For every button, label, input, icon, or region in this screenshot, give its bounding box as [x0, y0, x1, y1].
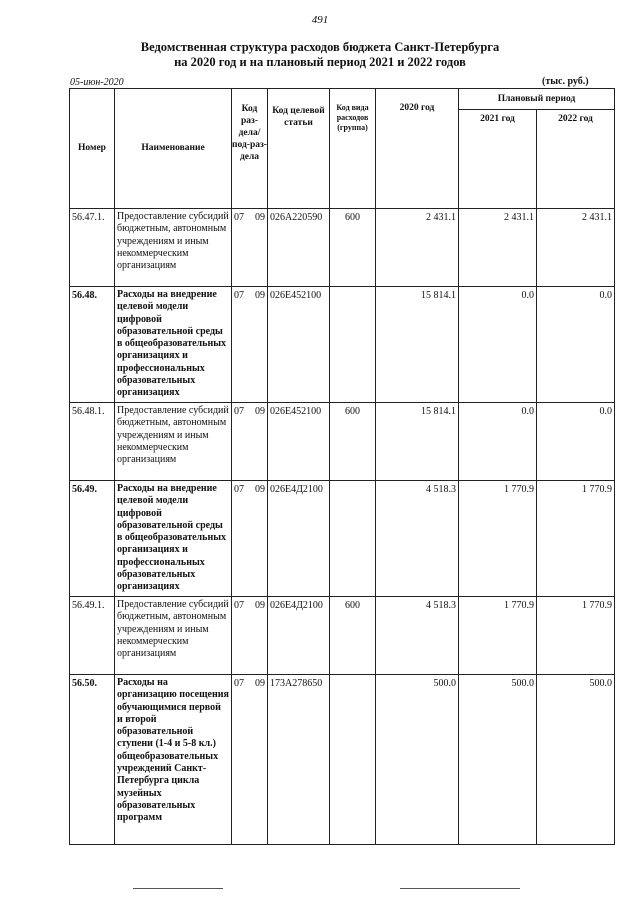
document-title [0, 40, 640, 70]
row-number: 56.48. [70, 287, 115, 403]
row-2022: 2 431.1 [537, 209, 615, 287]
header-number: Номер [70, 89, 115, 209]
row-target: 026Е452100 [268, 403, 330, 481]
page-number: 491 [311, 14, 329, 26]
units-label: (тыс. руб.) [542, 76, 589, 87]
row-podrazdel: 09 [255, 212, 265, 223]
row-name: Расходы на внедрение целевой модели цифровой образовательной среды в общеобразовательных организациях и профессиональных образовательных организациях [115, 481, 232, 597]
row-2020: 4 518.3 [376, 481, 459, 597]
header-target: Код целевой статьи [268, 89, 330, 209]
row-podrazdel: 09 [255, 290, 265, 301]
row-number: 56.49. [70, 481, 115, 597]
row-2022: 0.0 [537, 403, 615, 481]
row-razdel-cell [232, 209, 268, 287]
row-2020: 500.0 [376, 675, 459, 845]
row-number: 56.49.1. [70, 597, 115, 675]
row-2022: 500.0 [537, 675, 615, 845]
row-podrazdel: 09 [255, 484, 265, 495]
row-number: 56.50. [70, 675, 115, 845]
row-razdel: 07 [234, 600, 244, 611]
table-row [70, 597, 615, 675]
header-year-2022: 2022 год [537, 110, 615, 209]
title-line-1: Ведомственная структура расходов бюджета Санкт-Петербурга [140, 40, 500, 54]
row-2020: 2 431.1 [376, 209, 459, 287]
row-number: 56.47.1. [70, 209, 115, 287]
header-name: Наименование [115, 89, 232, 209]
row-vid: 600 [330, 209, 376, 287]
row-razdel: 07 [234, 678, 244, 689]
row-2020: 4 518.3 [376, 597, 459, 675]
row-name: Предоставление субсидий бюджетным, автономным учреждениям и иным некоммерческим организациям [115, 209, 232, 287]
row-podrazdel: 09 [255, 406, 265, 417]
header-planned-period: Плановый период [459, 89, 615, 110]
title-line-2: на 2020 год и на плановый период 2021 и 2022 годов [174, 55, 466, 69]
row-razdel-cell [232, 403, 268, 481]
row-2021: 1 770.9 [459, 481, 537, 597]
header-row [70, 89, 615, 110]
row-razdel: 07 [234, 406, 244, 417]
row-razdel-cell [232, 287, 268, 403]
table-row [70, 209, 615, 287]
row-vid [330, 675, 376, 845]
table-row [70, 675, 615, 845]
budget-table [69, 88, 615, 845]
row-target: 026Е4Д2100 [268, 597, 330, 675]
row-2021: 0.0 [459, 287, 537, 403]
row-target: 026Е452100 [268, 287, 330, 403]
row-razdel-cell [232, 597, 268, 675]
row-name: Расходы на внедрение целевой модели цифровой образовательной среды в общеобразовательных организациях и профессиональных образовательных организациях [115, 287, 232, 403]
row-target: 026Е4Д2100 [268, 481, 330, 597]
header-year-2020: 2020 год [376, 89, 459, 209]
footer-rule-right [400, 888, 520, 889]
header-vid: Код вида расходов (группа) [330, 89, 376, 209]
row-name: Предоставление субсидий бюджетным, автономным учреждениям и иным некоммерческим организациям [115, 403, 232, 481]
row-2021: 1 770.9 [459, 597, 537, 675]
row-target: 026А220590 [268, 209, 330, 287]
row-2022: 0.0 [537, 287, 615, 403]
header-razdel: Код раз-дела/ под-раз-дела [232, 89, 268, 209]
row-razdel-cell [232, 675, 268, 845]
row-2021: 0.0 [459, 403, 537, 481]
row-2022: 1 770.9 [537, 597, 615, 675]
row-name: Предоставление субсидий бюджетным, автономным учреждениям и иным некоммерческим организациям [115, 597, 232, 675]
row-razdel: 07 [234, 484, 244, 495]
row-razdel: 07 [234, 212, 244, 223]
row-podrazdel: 09 [255, 678, 265, 689]
row-vid: 600 [330, 403, 376, 481]
row-podrazdel: 09 [255, 600, 265, 611]
row-vid [330, 287, 376, 403]
row-vid: 600 [330, 597, 376, 675]
row-2020: 15 814.1 [376, 287, 459, 403]
row-2022: 1 770.9 [537, 481, 615, 597]
row-razdel: 07 [234, 290, 244, 301]
table-row [70, 287, 615, 403]
table-row [70, 403, 615, 481]
row-vid [330, 481, 376, 597]
table-row [70, 481, 615, 597]
footer-rule-left [133, 888, 223, 889]
row-2020: 15 814.1 [376, 403, 459, 481]
row-2021: 500.0 [459, 675, 537, 845]
row-razdel-cell [232, 481, 268, 597]
header-year-2021: 2021 год [459, 110, 537, 209]
table-body [70, 209, 615, 845]
row-number: 56.48.1. [70, 403, 115, 481]
row-name: Расходы на организацию посещения обучающимися первой и второй образовательной ступени (1-4 и 5-8 кл.) общеобразовательных учреждений Санкт-Петербурга цикла музейных образовательных программ [115, 675, 232, 845]
date-stamp: 05-июн-2020 [70, 77, 124, 88]
row-target: 173А278650 [268, 675, 330, 845]
row-2021: 2 431.1 [459, 209, 537, 287]
